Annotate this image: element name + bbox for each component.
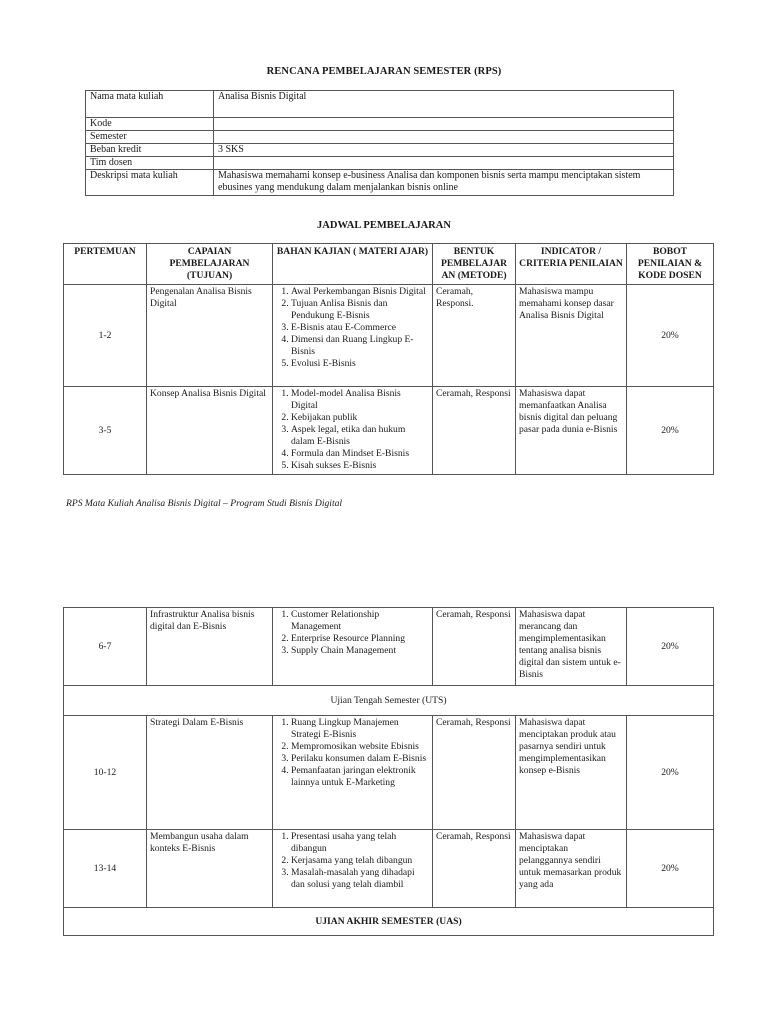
topics-cell xyxy=(273,387,433,475)
info-label: Semester xyxy=(86,131,214,144)
topic-item: 3. E-Bisnis atau E-Commerce xyxy=(291,322,429,334)
uas-label: UJIAN AKHIR SEMESTER (UAS) xyxy=(64,908,714,936)
info-value: 3 SKS xyxy=(214,144,674,157)
outcome-cell: Pengenalan Analisa Bisnis Digital xyxy=(147,285,273,387)
header-outcome: CAPAIAN PEMBELAJARAN (TUJUAN) xyxy=(147,244,273,285)
method-cell: Ceramah, Responsi xyxy=(433,387,516,475)
topics-cell xyxy=(273,608,433,686)
info-row xyxy=(86,118,674,131)
topic-item: 2. Kerjasama yang telah dibangun xyxy=(291,855,429,867)
header-meeting: PERTEMUAN xyxy=(64,244,147,285)
outcome-cell: Infrastruktur Analisa bisnis digital dan E-Bisnis xyxy=(147,608,273,686)
method-cell: Ceramah, Responsi xyxy=(433,716,516,830)
info-value: Mahasiswa memahami konsep e-business Analisa dan komponen bisnis serta mampu menciptakan sistem ebusines yang mendukung dalam menjalankan bisnis online xyxy=(214,170,674,196)
table-row xyxy=(64,608,714,686)
criteria-cell: Mahasiswa mampu memahami konsep dasar Analisa Bisnis Digital xyxy=(516,285,627,387)
weight-cell: 20% xyxy=(627,285,714,387)
topic-item: 2. Mempromosikan website Ebisnis xyxy=(291,741,429,753)
topic-list xyxy=(275,286,429,370)
meeting-cell: 10-12 xyxy=(64,716,147,830)
info-row xyxy=(86,131,674,144)
header-weight: BOBOT PENILAIAN & KODE DOSEN xyxy=(627,244,714,285)
header-method: BENTUK PEMBELAJAR AN (METODE) xyxy=(433,244,516,285)
outcome-cell: Konsep Analisa Bisnis Digital xyxy=(147,387,273,475)
info-label: Beban kredit xyxy=(86,144,214,157)
header-criteria: INDICATOR / CRITERIA PENILAIAN xyxy=(516,244,627,285)
info-value: Analisa Bisnis Digital xyxy=(214,91,674,118)
topic-item: 3. Aspek legal, etika dan hukum dalam E-Bisnis xyxy=(291,424,429,448)
meeting-cell: 13-14 xyxy=(64,830,147,908)
weight-cell: 20% xyxy=(627,387,714,475)
topic-item: 4. Formula dan Mindset E-Bisnis xyxy=(291,448,429,460)
info-label: Tim dosen xyxy=(86,157,214,170)
info-row xyxy=(86,144,674,157)
topics-cell xyxy=(273,285,433,387)
meeting-cell: 1-2 xyxy=(64,285,147,387)
info-value xyxy=(214,157,674,170)
info-value xyxy=(214,118,674,131)
table-row xyxy=(64,716,714,830)
topic-item: 3. Supply Chain Management xyxy=(291,645,429,657)
header-row xyxy=(64,244,714,285)
info-label: Kode xyxy=(86,118,214,131)
topic-item: 2. Enterprise Resource Planning xyxy=(291,633,429,645)
meeting-cell: 6-7 xyxy=(64,608,147,686)
page-title: RENCANA PEMBELAJARAN SEMESTER (RPS) xyxy=(266,66,502,77)
method-cell: Ceramah, Responsi xyxy=(433,608,516,686)
method-cell: Ceramah, Responsi. xyxy=(433,285,516,387)
table-row xyxy=(64,285,714,387)
info-row xyxy=(86,170,674,196)
info-label: Nama mata kuliah xyxy=(86,91,214,118)
criteria-cell: Mahasiswa dapat merancang dan mengimplementasikan tentang analisa bisnis digital dan sistem untuk e-Bisnis xyxy=(516,608,627,686)
table-row xyxy=(64,387,714,475)
topic-list xyxy=(275,831,429,891)
meeting-cell: 3-5 xyxy=(64,387,147,475)
topic-item: 1. Ruang Lingkup Manajemen Strategi E-Bisnis xyxy=(291,717,429,741)
weight-cell: 20% xyxy=(627,716,714,830)
topics-cell xyxy=(273,716,433,830)
info-row xyxy=(86,91,674,118)
page-footer: RPS Mata Kuliah Analisa Bisnis Digital – Program Studi Bisnis Digital xyxy=(66,498,343,509)
topic-item: 3. Perilaku konsumen dalam E-Bisnis xyxy=(291,753,429,765)
criteria-cell: Mahasiswa dapat menciptakan produk atau pasarnya sendiri untuk mengimplementasikan konsep e-Bisnis xyxy=(516,716,627,830)
outcome-cell: Strategi Dalam E-Bisnis xyxy=(147,716,273,830)
topic-list xyxy=(275,609,429,657)
topic-list xyxy=(275,388,429,472)
info-label: Deskripsi mata kuliah xyxy=(86,170,214,196)
uas-row xyxy=(64,908,714,936)
topic-item: 4. Pemanfaatan jaringan elektronik lainnya untuk E-Marketing xyxy=(291,765,429,789)
uts-label: Ujian Tengah Semester (UTS) xyxy=(64,686,714,716)
topic-item: 4. Dimensi dan Ruang Lingkup E-Bisnis xyxy=(291,334,429,358)
schedule-table-continued xyxy=(63,607,714,936)
table-row xyxy=(64,830,714,908)
uts-row xyxy=(64,686,714,716)
info-row xyxy=(86,157,674,170)
topics-cell xyxy=(273,830,433,908)
topic-item: 5. Evolusi E-Bisnis xyxy=(291,358,429,370)
topic-item: 5. Kisah sukses E-Bisnis xyxy=(291,460,429,472)
weight-cell: 20% xyxy=(627,830,714,908)
topic-list xyxy=(275,717,429,789)
header-material: BAHAN KAJIAN ( MATERI AJAR) xyxy=(273,244,433,285)
topic-item: 3. Masalah-masalah yang dihadapi dan solusi yang telah diambil xyxy=(291,867,429,891)
topic-item: 1. Customer Relationship Management xyxy=(291,609,429,633)
criteria-cell: Mahasiswa dapat memanfaatkan Analisa bisnis digital dan peluang pasar pada dunia e-Bisnis xyxy=(516,387,627,475)
criteria-cell: Mahasiswa dapat menciptakan pelanggannya sendiri untuk memasarkan produk yang ada xyxy=(516,830,627,908)
outcome-cell: Membangun usaha dalam konteks E-Bisnis xyxy=(147,830,273,908)
topic-item: 2. Tujuan Anlisa Bisnis dan Pendukung E-Bisnis xyxy=(291,298,429,322)
course-info-table xyxy=(85,90,674,196)
schedule-title: JADWAL PEMBELAJARAN xyxy=(317,220,451,231)
method-cell: Ceramah, Responsi xyxy=(433,830,516,908)
topic-item: 2. Kebijakan publik xyxy=(291,412,429,424)
topic-item: 1. Awal Perkembangan Bisnis Digital xyxy=(291,286,429,298)
weight-cell: 20% xyxy=(627,608,714,686)
topic-item: 1. Model-model Analisa Bisnis Digital xyxy=(291,388,429,412)
info-value xyxy=(214,131,674,144)
schedule-table xyxy=(63,243,714,475)
topic-item: 1. Presentasi usaha yang telah dibangun xyxy=(291,831,429,855)
